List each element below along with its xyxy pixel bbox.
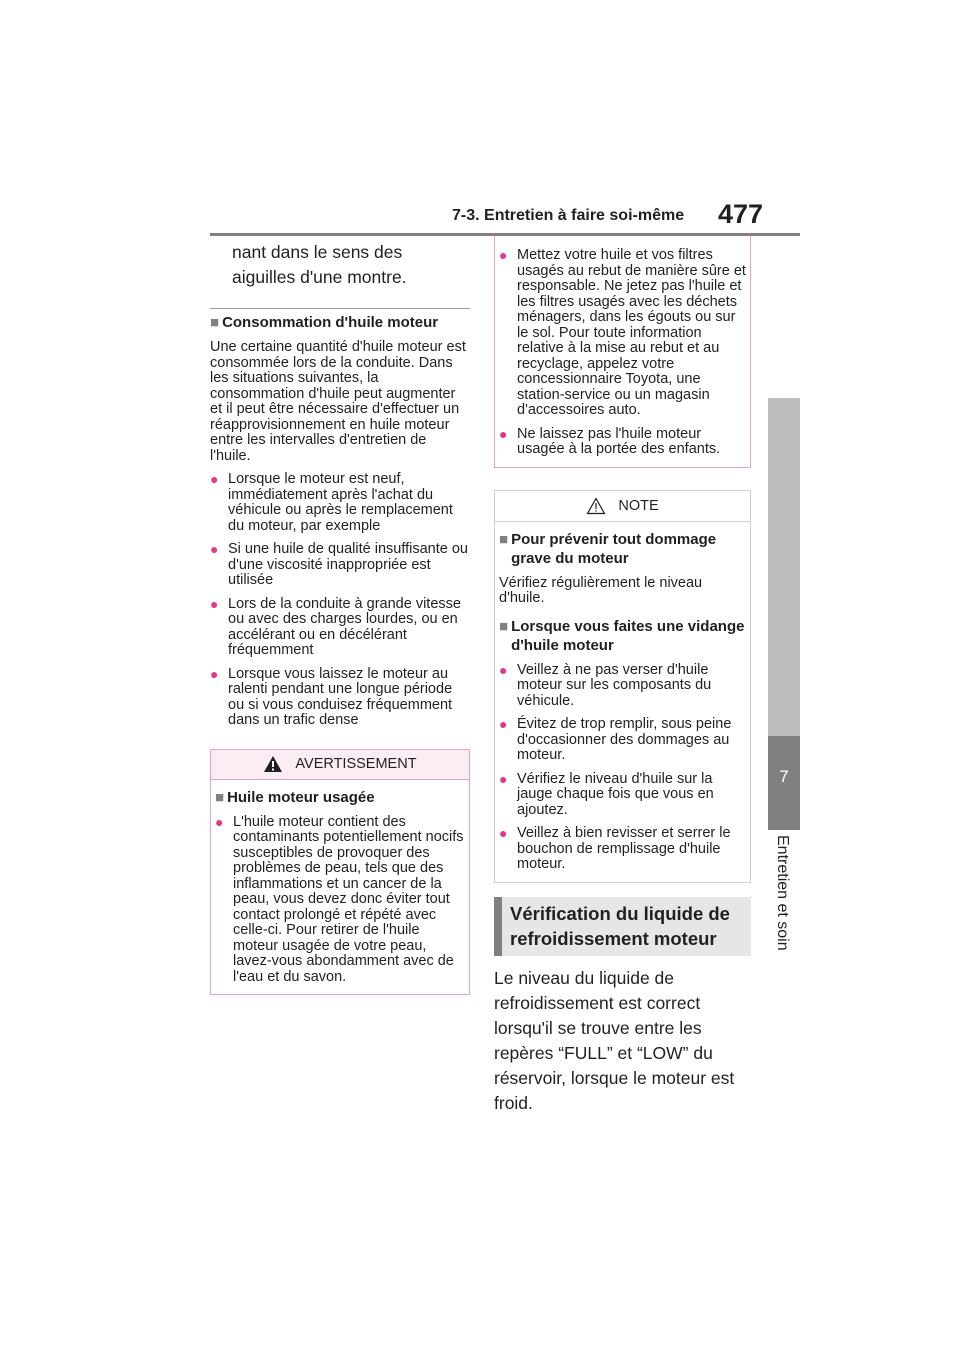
check-oil-paragraph: Vérifiez régulièrement le niveau d'huile. — [499, 574, 703, 606]
circle-bullet-icon: ● — [499, 770, 508, 787]
section-title: 7-3. Entretien à faire soi-même — [452, 207, 685, 224]
circle-bullet-icon: ● — [210, 595, 219, 612]
oil-change-heading: ■ Lorsque vous faites une vidange d'huile moteur — [499, 617, 745, 654]
list-item: ● Lorsque le moteur est neuf, immédiatement après l'achat du véhicule ou après le remplacement du moteur, par exemple — [210, 471, 453, 534]
square-bullet-icon: ■ — [215, 788, 225, 806]
warning-header — [211, 750, 469, 780]
list-item: ● L'huile moteur contient des contaminants potentiellement nocifs susceptibles de provoquer des problèmes de peau, tels que des inflammations et un cancer de la peau, vous devez donc éviter tout contact prolongé et répété avec celle-ci. Pour retirer de l'huile moteur usagée de votre peau, lavez-vous abondamment avec de l'eau et du savon. — [215, 813, 464, 985]
circle-bullet-icon: ● — [210, 471, 219, 487]
circle-bullet-icon: ● — [499, 825, 508, 841]
square-bullet-icon: ■ — [499, 530, 509, 548]
right-column — [494, 236, 751, 1116]
chapter-label: Entretien et soin — [774, 835, 791, 951]
list-item: ● Vérifiez le niveau d'huile sur la jauge chaque fois que vous en ajoutez. — [499, 770, 714, 818]
oil-consumption-heading — [210, 313, 470, 332]
square-bullet-icon: ■ — [499, 617, 509, 635]
circle-bullet-icon: ● — [499, 425, 508, 442]
list-item: ● Veillez à bien revisser et serrer le bouchon de remplissage d'huile moteur. — [499, 825, 731, 872]
list-item: ● Veillez à ne pas verser d'huile moteur sur les composants du véhicule. — [499, 661, 712, 709]
coolant-paragraph: Le niveau du liquide de refroidissement est correct lorsqu'il se trouve entre les repères “FULL” et “LOW” du réservoir, lorsque le moteur est froid. — [494, 967, 735, 1113]
note-body — [495, 522, 750, 873]
note-header — [495, 491, 750, 522]
warning-box — [210, 749, 470, 996]
used-oil-heading: ■ Huile moteur usagée — [215, 788, 375, 806]
square-bullet-icon: ■ — [210, 314, 220, 331]
continued-text: nant dans le sens des aiguilles d'une montre. — [232, 242, 407, 287]
oil-consumption-paragraph: Une certaine quantité d'huile moteur est consommée lors de la conduite. Dans les situations suivantes, la consommation d'huile peut augmenter et il peut être nécessaire d'effectuer un réapprovisionnement en huile moteur entre les intervalles d'entretien de l'huile. — [210, 339, 466, 464]
circle-bullet-icon: ● — [210, 665, 219, 682]
section-divider — [210, 308, 470, 309]
list-item: ● Ne laissez pas l'huile moteur usagée à la portée des enfants. — [499, 425, 721, 457]
note-triangle-icon — [586, 497, 606, 515]
list-item: ● Évitez de trop remplir, sous peine d'occasionner des dommages au moteur. — [499, 716, 732, 763]
warning-box-continued — [494, 236, 751, 468]
circle-bullet-icon: ● — [499, 716, 508, 732]
warning-title: AVERTISSEMENT — [295, 756, 417, 772]
page-number: 477 — [718, 199, 764, 229]
circle-bullet-icon: ● — [499, 661, 508, 678]
coolant-section-heading: Vérification du liquide de refroidissement moteur — [494, 897, 751, 956]
circle-bullet-icon: ● — [499, 247, 508, 263]
oil-consumption-heading-text: Consommation d'huile moteur — [222, 314, 439, 331]
left-column — [210, 236, 470, 995]
warning-triangle-icon — [263, 755, 283, 773]
list-item: ● Mettez votre huile et vos filtres usagés au rebut de manière sûre et responsable. Ne jetez pas l'huile et les filtres usagés avec les déchets ménagers, dans les égouts ou sur le sol. Pour toute information relative à la mise au rebut et au recyclage, appelez votre concessionnaire Toyota, une station-service ou un magasin d'accessoires auto. — [499, 247, 746, 418]
prevent-damage-heading: ■ Pour prévenir tout dommage grave du moteur — [499, 530, 717, 567]
chapter-number: 7 — [779, 767, 789, 786]
list-item: ● Lors de la conduite à grande vitesse ou avec des charges lourdes, ou en accélérant ou en décélérant fréquemment — [210, 595, 461, 658]
warning-body — [211, 780, 469, 986]
note-title: NOTE — [618, 497, 659, 514]
list-item: ● Lorsque vous laissez le moteur au ralenti pendant une longue période ou si vous conduisez fréquemment dans un trafic dense — [210, 665, 453, 728]
list-item: ● Si une huile de qualité insuffisante ou d'une viscosité inappropriée est utilisée — [210, 541, 468, 588]
note-box — [494, 490, 751, 883]
circle-bullet-icon: ● — [215, 813, 224, 830]
circle-bullet-icon: ● — [210, 541, 219, 557]
